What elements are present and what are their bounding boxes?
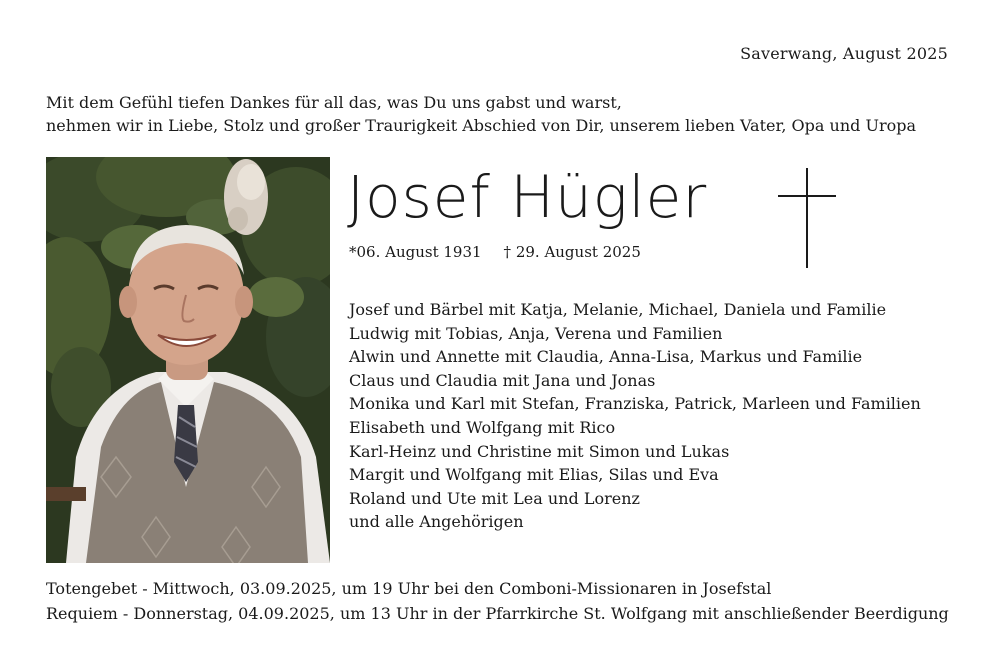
death-date: † 29. August 2025 [503, 243, 641, 261]
mourner-line: Karl-Heinz und Christine mit Simon und Lukas [349, 441, 730, 461]
mourner-line: Josef und Bärbel mit Katja, Melanie, Michael, Daniela und Familie [349, 300, 887, 319]
service-info [46, 576, 949, 626]
mourner-line: und alle Angehörigen [349, 512, 524, 532]
mourner-line: Roland und Ute mit Lea und Lorenz [349, 488, 640, 508]
intro-text [46, 91, 966, 137]
mourner-line: Claus und Claudia mit Jana und Jonas [349, 370, 656, 390]
mourner-line: Elisabeth und Wolfgang mit Rico [349, 417, 616, 437]
cross-icon [778, 168, 836, 268]
mourners-list [349, 298, 921, 534]
mourner-line: Margit und Wolfgang mit Elias, Silas und Eva [349, 465, 719, 485]
life-dates [349, 243, 641, 261]
intro-line: nehmen wir in Liebe, Stolz und großer Traurigkeit Abschied von Dir, unserem lieben Vater, Opa und Uropa [46, 116, 917, 135]
deceased-name: Josef Hügler [347, 163, 708, 231]
portrait-photo [46, 157, 330, 563]
mourner-line: Ludwig mit Tobias, Anja, Verena und Familien [349, 323, 723, 343]
mourner-line: Monika und Karl mit Stefan, Franziska, Patrick, Marleen und Familien [349, 394, 921, 414]
intro-line: Mit dem Gefühl tiefen Dankes für all das, was Du uns gabst und warst, [46, 93, 622, 112]
place-date: Saverwang, August 2025 [740, 44, 948, 63]
service-line-rosary: Totengebet - Mittwoch, 03.09.2025, um 19 Uhr bei den Comboni-Missionaren in Josefstal [46, 579, 772, 598]
birth-date: *06. August 1931 [349, 243, 482, 261]
service-line-requiem: Requiem - Donnerstag, 04.09.2025, um 13 Uhr in der Pfarrkirche St. Wolfgang mit anschließender Beerdigung [46, 604, 949, 623]
mourner-line: Alwin und Annette mit Claudia, Anna-Lisa, Markus und Familie [349, 347, 863, 367]
